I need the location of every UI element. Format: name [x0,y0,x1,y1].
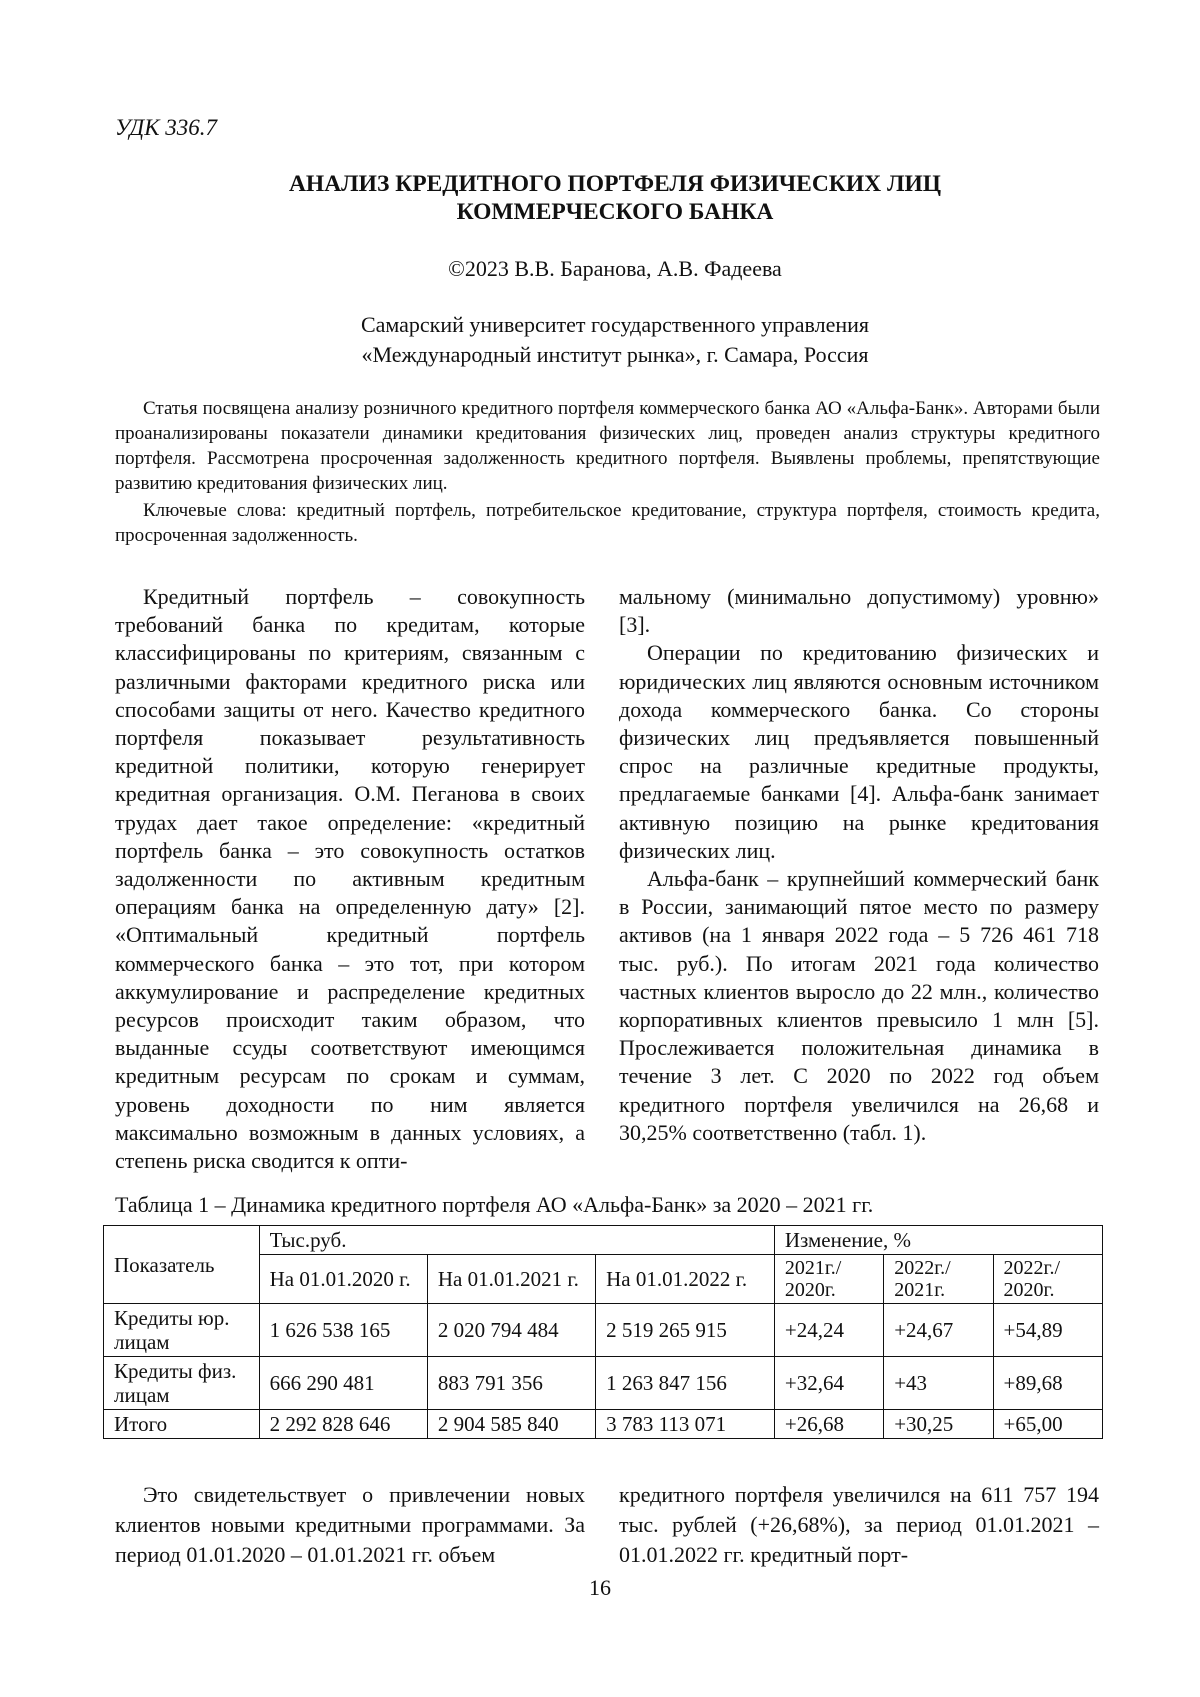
cell-value: 883 791 356 [427,1357,595,1410]
header-change-2022-2020: 2022г./ 2020г. [993,1255,1102,1304]
udk-code: УДК 336.7 [115,115,217,140]
cell-value: 2 519 265 915 [596,1304,775,1357]
cell-change: +43 [884,1357,993,1410]
bottom-left-paragraph: Это свидетельствует о привлечении новых клиентов новыми кредитными программами. За период 01.01.2020 – 01.01.2021 гг. объем [115,1482,585,1567]
row-label: Кредиты физ. лицам [104,1357,260,1410]
authors: ©2023 В.В. Баранова, А.В. Фадеева [448,256,782,281]
right-column-continuation: мальному (минимально допустимому) уровню» [3]. [619,584,1099,638]
cell-value: 666 290 481 [259,1357,427,1410]
header-change-2021-2020: 2021г./ 2020г. [774,1255,883,1304]
cell-change: +89,68 [993,1357,1102,1410]
title-line-2: КОММЕРЧЕСКОГО БАНКА [456,199,774,225]
cell-value: 1 263 847 156 [596,1357,775,1410]
abstract-text: Статья посвящена анализу розничного кредитного портфеля коммерческого банка АО «Альфа-Банк». Авторами были проанализированы показатели динамики кредитования физических лиц, проведен анализ структуры кредитного портфеля. Рассмотрена просроченная задолженность кредитного портфеля. Выявлены проблемы, препятствующие развитию кредитования физических лиц. [115,398,1100,494]
keywords-text: Ключевые слова: кредитный портфель, потребительское кредитование, структура портфеля, стоимость кредита, просроченная задолженность. [115,500,1100,546]
affiliation-line-1: Самарский университет государственного управления [360,312,870,337]
affiliation [115,310,1115,370]
header-thousand-rub: Тыс.руб. [259,1226,774,1255]
table-caption: Таблица 1 – Динамика кредитного портфеля АО «Альфа-Банк» за 2020 – 2021 гг. [115,1192,874,1217]
row-label: Итого [104,1410,260,1439]
cell-value: 2 292 828 646 [259,1410,427,1439]
right-column-paragraph-2: Операции по кредитованию физических и юридических лиц являются основным источником дохода коммерческого банка. Со стороны физических лиц предъявляется повышенный спрос на различные кредитные продукты, предлагаемые банками [4]. Альфа-банк занимает активную позицию на рынке кредитования физических лиц. [619,640,1099,863]
table-row [104,1357,1103,1410]
cell-value: 1 626 538 165 [259,1304,427,1357]
table-row-total [104,1410,1103,1439]
header-date-2020: На 01.01.2020 г. [259,1255,427,1304]
page-number: 16 [589,1575,611,1600]
paper-title [115,170,1115,226]
cell-value: 3 783 113 071 [596,1410,775,1439]
right-column [619,583,1099,1147]
abstract-block [115,396,1100,548]
cell-change: +65,00 [993,1410,1102,1439]
credit-portfolio-table [103,1225,1103,1439]
cell-change: +32,64 [774,1357,883,1410]
header-date-2021: На 01.01.2021 г. [427,1255,595,1304]
table-row [104,1304,1103,1357]
header-change: Изменение, % [774,1226,1102,1255]
header-indicator: Показатель [104,1226,260,1304]
cell-value: 2 904 585 840 [427,1410,595,1439]
table-header-row-1 [104,1226,1103,1255]
cell-value: 2 020 794 484 [427,1304,595,1357]
cell-change: +26,68 [774,1410,883,1439]
affiliation-line-2: «Международный институт рынка», г. Самара, Россия [361,342,869,367]
bottom-right-column [619,1480,1099,1570]
header-date-2022: На 01.01.2022 г. [596,1255,775,1304]
row-label: Кредиты юр. лицам [104,1304,260,1357]
cell-change: +30,25 [884,1410,993,1439]
right-column-paragraph-3: Альфа-банк – крупнейший коммерческий банк в России, занимающий пятое место по размеру активов (на 1 января 2022 года – 5 726 461 718 тыс. руб.). По итогам 2021 года количество частных клиентов выросло до 22 млн., количество корпоративных клиентов превысило 1 млн [5]. Прослеживается положительная динамика в течение 3 лет. С 2020 по 2022 год объем кредитного портфеля увеличился на 26,68 и 30,25% соответственно (табл. 1). [619,866,1099,1145]
bottom-left-column [115,1480,585,1570]
header-change-2022-2021: 2022г./ 2021г. [884,1255,993,1304]
left-column [115,583,585,1175]
title-line-1: АНАЛИЗ КРЕДИТНОГО ПОРТФЕЛЯ ФИЗИЧЕСКИХ ЛИЦ [288,171,942,197]
cell-change: +54,89 [993,1304,1102,1357]
bottom-right-paragraph: кредитного портфеля увеличился на 611 757 194 тыс. рублей (+26,68%), за период 01.01.2021 – 01.01.2022 гг. кредитный порт- [619,1482,1099,1567]
cell-change: +24,24 [774,1304,883,1357]
cell-change: +24,67 [884,1304,993,1357]
left-column-paragraph: Кредитный портфель – совокупность требований банка по кредитам, которые классифицированы по критериям, связанным с различными факторами кредитного риска или способами защиты от него. Качество кредитного портфеля показывает результативность кредитной политики, которую генерирует кредитная организация. О.М. Пеганова в своих трудах дает такое определение: «кредитный портфель банка – это совокупность остатков задолженности по активным кредитным операциям банка на определенную дату» [2]. «Оптимальный кредитный портфель коммерческого банка – это тот, при котором аккумулирование и распределение кредитных ресурсов происходит таким образом, что выданные ссуды соответствуют имеющимся кредитным ресурсам по срокам и суммам, уровень доходности по ним является максимально возможным в данных условиях, а степень риска сводится к опти- [115,584,585,1174]
